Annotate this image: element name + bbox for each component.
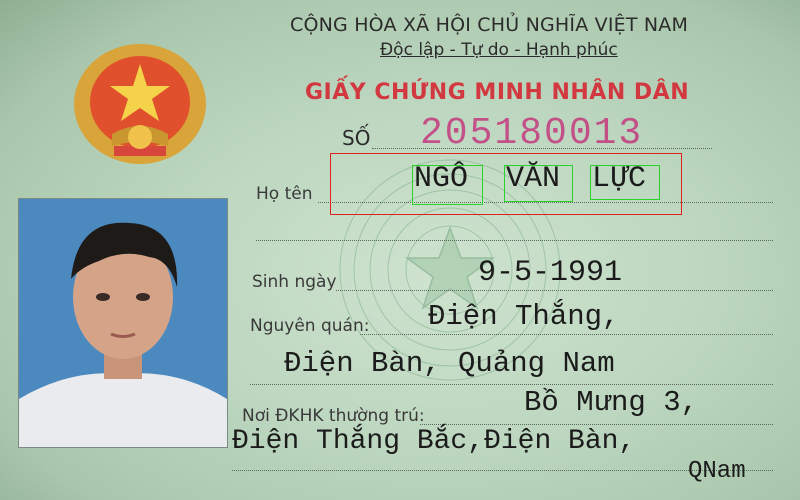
origin-dotted-line xyxy=(360,334,773,335)
residence-dotted-line xyxy=(420,424,773,425)
name-word-box-2 xyxy=(504,165,573,202)
residence-line-2: Điện Thắng Bắc,Điện Bàn, xyxy=(232,426,636,457)
document-title: GIẤY CHỨNG MINH NHÂN DÂN xyxy=(305,80,690,105)
name-word-1: NGÔ xyxy=(414,162,469,196)
portrait-photo xyxy=(18,198,228,448)
motto: Độc lập - Tự do - Hạnh phúc xyxy=(380,40,618,60)
national-title: CỘNG HÒA XÃ HỘI CHỦ NGHĨA VIỆT NAM xyxy=(290,14,689,36)
name-word-3: LỰC xyxy=(592,162,647,196)
name-word-box-1 xyxy=(412,165,483,205)
birth-dotted-line xyxy=(336,290,773,291)
origin-line-2: Điện Bàn, Quảng Nam xyxy=(284,347,615,380)
name-label: Họ tên xyxy=(256,184,313,204)
name-word-box-3 xyxy=(590,165,660,200)
residence-label: Nơi ĐKHK thường trú: xyxy=(242,406,425,426)
blank-dotted-line xyxy=(256,240,773,241)
national-emblem xyxy=(70,42,210,172)
birth-value: 9-5-1991 xyxy=(478,256,623,290)
origin-line-1: Điện Thắng, xyxy=(428,300,620,333)
number-label: SỐ xyxy=(342,126,371,150)
residence-line-1: Bồ Mưng 3, xyxy=(524,386,699,419)
origin-dotted-line-2 xyxy=(250,384,773,385)
portrait-figure xyxy=(19,199,227,447)
residence-line-3: QNam xyxy=(688,458,746,485)
name-word-2: VĂN xyxy=(506,162,561,196)
id-number: 205180013 xyxy=(420,112,644,155)
origin-label: Nguyên quán: xyxy=(250,316,370,336)
birth-label: Sinh ngày xyxy=(252,272,337,292)
